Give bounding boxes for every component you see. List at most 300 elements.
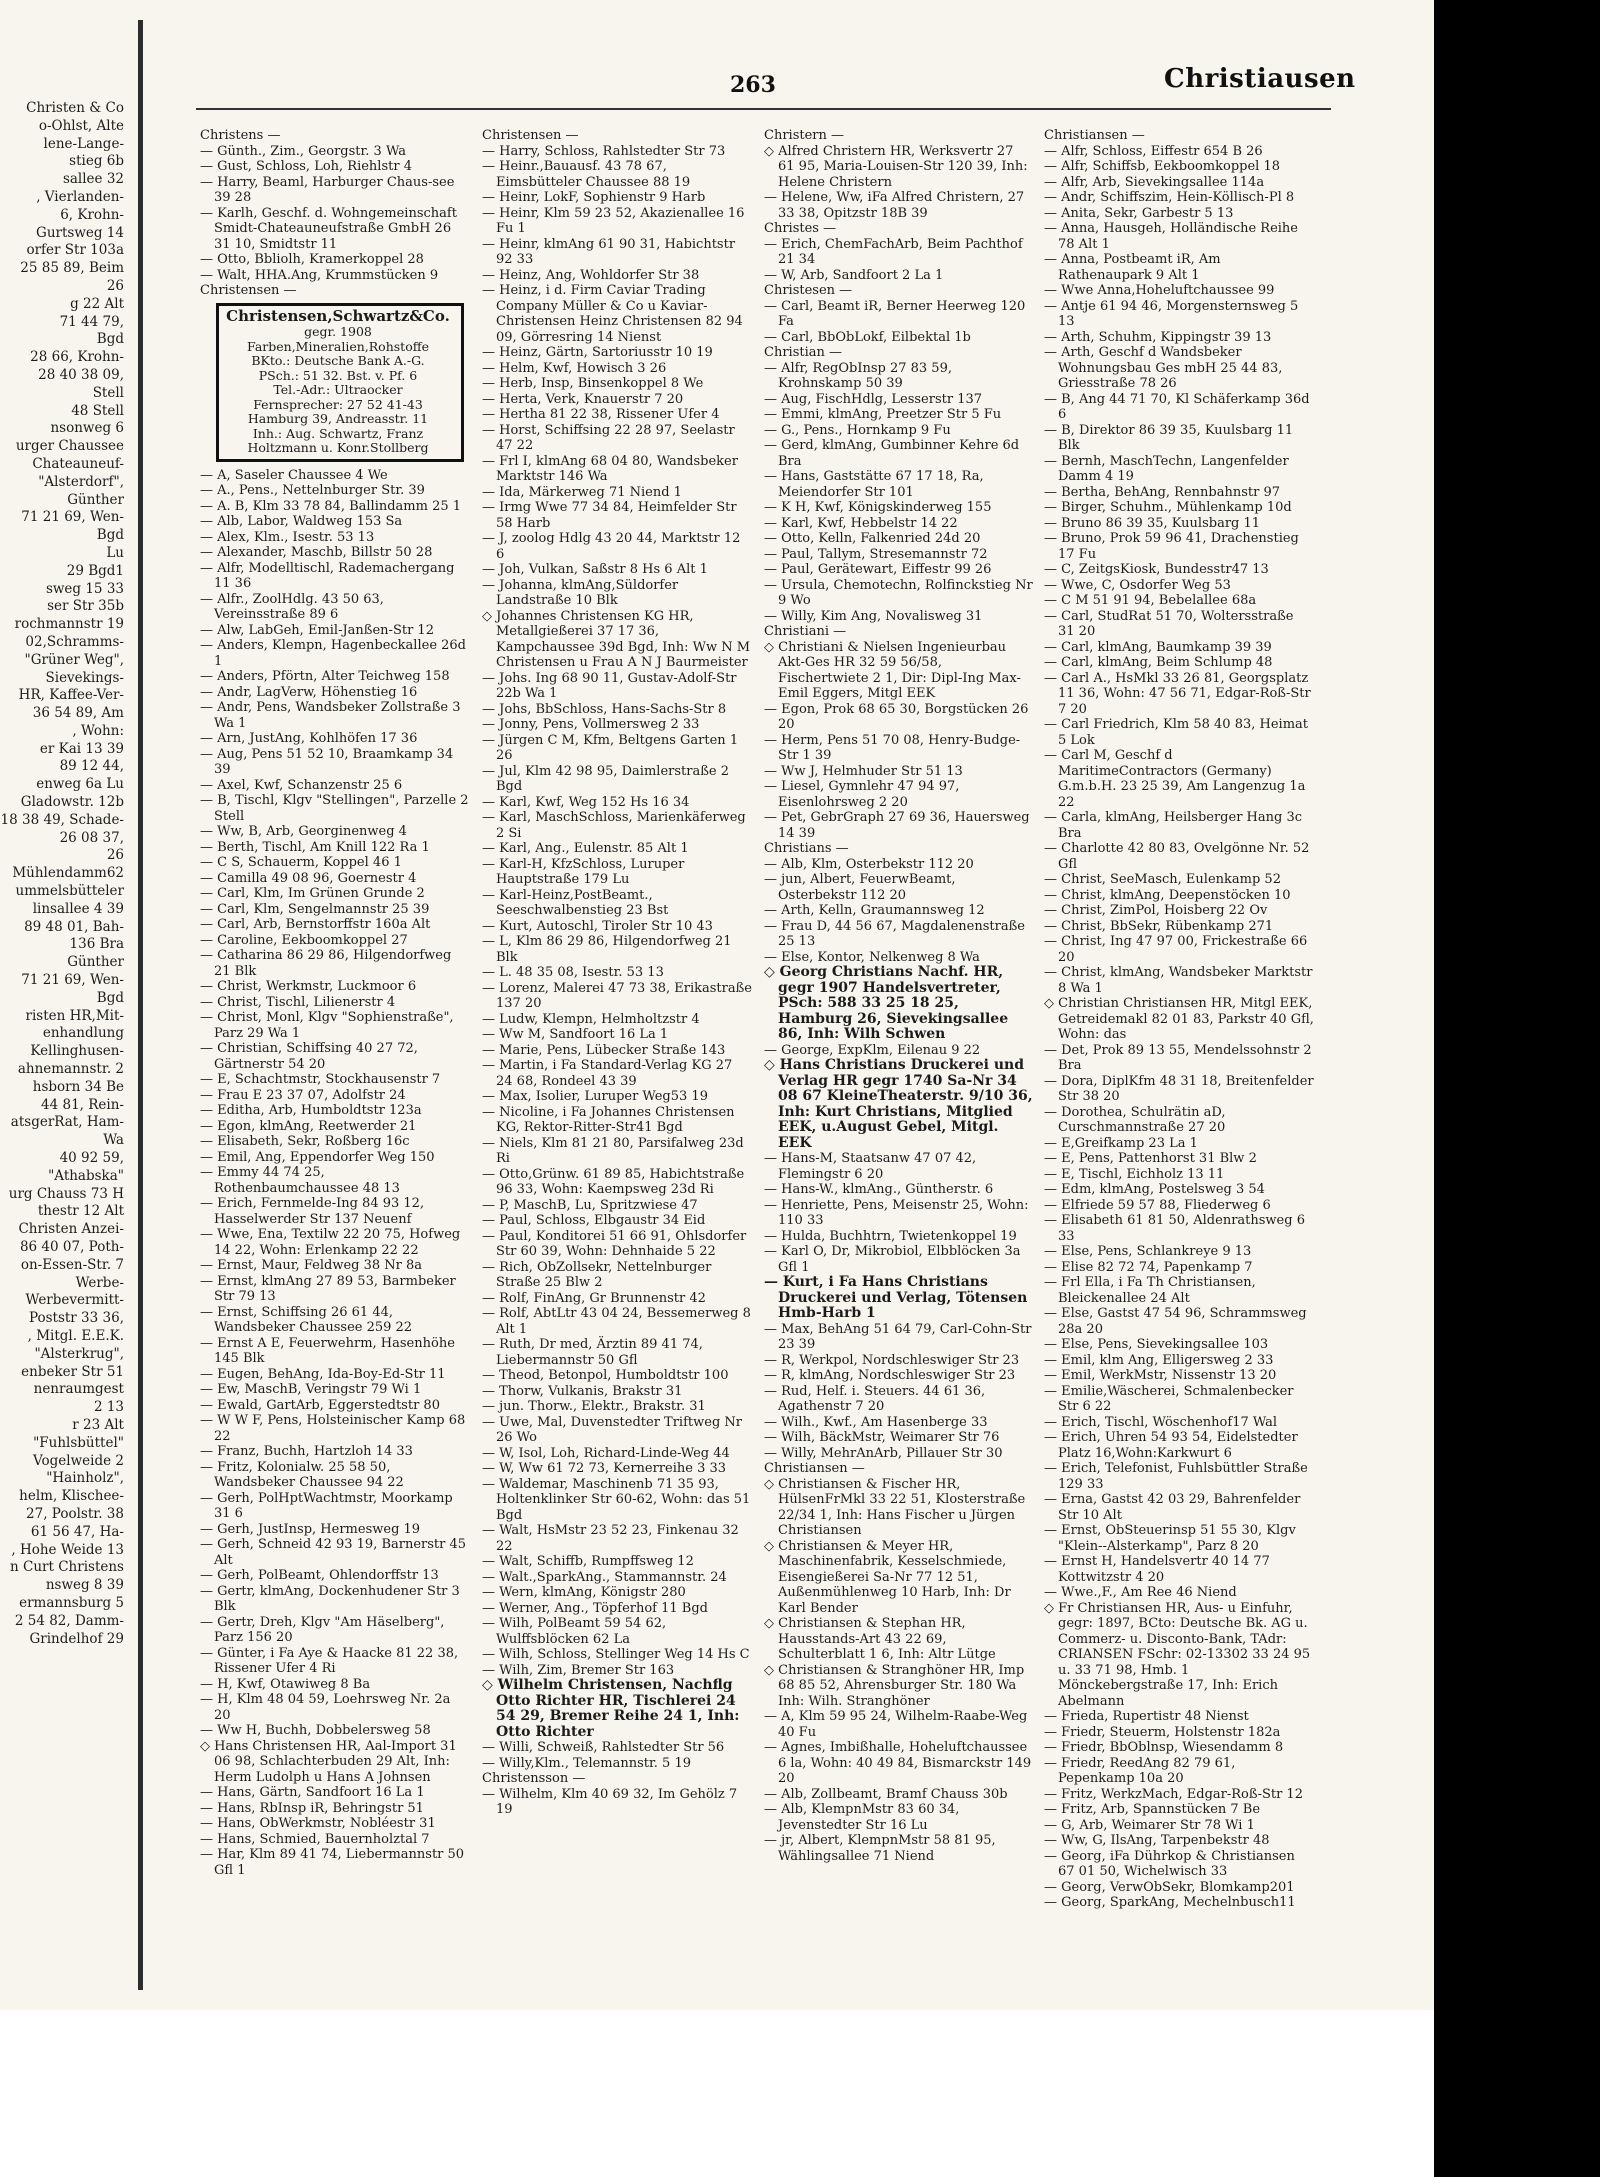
directory-entry: — A., Pens., Nettelnburger Str. 39 [200, 483, 425, 498]
directory-entry: — Gerd, klmAng, Gumbinner Kehre 6d Bra [764, 438, 1020, 469]
directory-entry: — W, Ww 61 72 73, Kernerreihe 3 33 [482, 1461, 727, 1476]
gutter-fragment: Wa [103, 1132, 124, 1149]
gutter-fragment: helm, Klischee- [19, 1488, 124, 1505]
directory-entry: — Else, Pens, Sievekingsallee 103 [1044, 1337, 1269, 1352]
directory-entry: — Anna, Postbeamt iR, Am Rathenaupark 9 Alt 1 [1044, 252, 1221, 283]
gutter-fragment: hsborn 34 Be [32, 1078, 124, 1095]
directory-entry: — Harry, Beaml, Harburger Chaus-see 39 28 [200, 174, 455, 205]
directory-entry: — Carl, Beamt iR, Berner Heerweg 120 Fa [764, 298, 1026, 329]
directory-entry: — Rud, Helf. i. Steuers. 44 61 36, Agathenstr 7 20 [764, 1383, 986, 1414]
directory-entry: — Erich, Fernmelde-Ing 84 93 12, Hasselwerder Str 137 Neuenf [200, 1196, 425, 1227]
gutter-fragment: g 22 Alt [70, 295, 124, 312]
directory-entry: — Johs, BbSchloss, Hans-Sachs-Str 8 [482, 701, 727, 717]
directory-entry: — Eugen, BehAng, Ida-Boy-Ed-Str 11 [200, 1366, 446, 1382]
directory-entry: — P, MaschB, Lu, Spritzwiese 47 [482, 1197, 698, 1213]
directory-entry: — Carl M, Geschf d MaritimeContractors (Germany) G.m.b.H. 23 25 39, Am Langenzug 1a 22 [1044, 748, 1306, 810]
directory-entry: — Helm, Kwf, Howisch 3 26 [482, 360, 667, 376]
directory-column-4 [1044, 128, 1314, 1958]
directory-entry: — Friedr, Steuerm, Holstenstr 182a [1044, 1724, 1281, 1740]
directory-entry: — Anders, Pförtn, Alter Teichweg 158 [200, 669, 450, 684]
directory-entry: — Franz, Buchh, Hartzloh 14 33 [200, 1444, 413, 1459]
directory-entry: — Jonny, Pens, Vollmersweg 2 33 [482, 717, 700, 732]
directory-entry: — Emil, Ang, Eppendorfer Weg 150 [200, 1149, 435, 1165]
directory-entry: — Willi, Schweiß, Rahlstedter Str 56 [482, 1740, 725, 1755]
directory-entry: — Emil, WerkMstr, Nissenstr 13 20 [1044, 1368, 1277, 1383]
directory-entry: — Christ, Monl, Klgv "Sophienstraße", Parz 29 Wa 1 [200, 1010, 454, 1041]
directory-entry: — Berth, Tischl, Am Knill 122 Ra 1 [200, 839, 430, 855]
directory-entry: — Harry, Schloss, Rahlstedter Str 73 [482, 143, 726, 159]
directory-entry: — Herta, Verk, Knauerstr 7 20 [482, 391, 684, 407]
advertisement-box [216, 303, 464, 462]
firm-entry: ◇ Christiansen & Meyer HR, Maschinenfabrik, Kesselschmiede, Eisengießerei Sa-Nr 77 12 51, Außenmühlenweg 10 Harb, Inh: Dr Karl Bender [764, 1538, 1011, 1616]
gutter-fragment: , Hohe Weide 13 [11, 1541, 124, 1558]
directory-entry: — Herm, Pens 51 70 08, Henry-Budge-Str 1 39 [764, 732, 1021, 763]
directory-entry: — Herb, Insp, Binsenkoppel 8 We [482, 376, 704, 391]
firm-entry: ◇ Christian Christiansen HR, Mitgl EEK, Getreidemakl 82 01 83, Parkstr 40 Gfl, Wohn: das [1044, 996, 1314, 1042]
directory-entry: — Hertha 81 22 38, Rissener Ufer 4 [482, 407, 720, 422]
gutter-fragment: "Fuhlsbüttel" [33, 1434, 124, 1451]
directory-entry: — Karl, Ang., Eulenstr. 85 Alt 1 [482, 841, 689, 856]
directory-entry: — Camilla 49 08 96, Goernestr 4 [200, 870, 417, 886]
directory-entry: — Wwe Anna,Hoheluftchaussee 99 [1044, 283, 1275, 298]
directory-entry: — Agnes, Imbißhalle, Hoheluftchaussee 6 la, Wohn: 40 49 84, Bismarckstr 149 20 [764, 1740, 1032, 1786]
directory-entry: — Elise 82 72 74, Papenkamp 7 [1044, 1259, 1253, 1275]
gutter-fragment: Christen Anzei- [18, 1221, 124, 1238]
directory-entry: — Alw, LabGeh, Emil-Janßen-Str 12 [200, 622, 434, 638]
gutter-fragment: n Curt Christens [10, 1559, 124, 1576]
directory-entry: — Carl, Klm, Sengelmannstr 25 39 [200, 901, 430, 917]
directory-entry: — Horst, Schiffsing 22 28 97, Seelastr 47 22 [482, 422, 735, 453]
gutter-fragment: enweg 6a Lu [36, 776, 124, 793]
gutter-fragment: 71 21 69, Wen- [21, 972, 124, 989]
directory-entry: — Joh, Vulkan, Saßstr 8 Hs 6 Alt 1 [482, 562, 708, 577]
directory-entry: — Elisabeth 61 81 50, Aldenrathsweg 6 33 [1044, 1213, 1305, 1244]
directory-entry: — jun, Albert, FeuerwBeamt, Osterbekstr 112 20 [764, 872, 956, 903]
gutter-fragment: Sievekings- [45, 669, 124, 686]
directory-entry: — Frl I, klmAng 68 04 80, Wandsbeker Marktstr 146 Wa [482, 453, 738, 484]
directory-entry: — Ernst, Schiffsing 26 61 44, Wandsbeker Chaussee 259 22 [200, 1304, 413, 1335]
directory-entry: — Günter, i Fa Aye & Haacke 81 22 38, Rissener Ufer 4 Ri [200, 1645, 459, 1676]
firm-entry: ◇ Alfred Christern HR, Werksvertr 27 61 95, Maria-Louisen-Str 120 39, Inh: Helene Christern [764, 143, 1028, 190]
gutter-fragment: 26 [106, 847, 124, 864]
directory-entry: — B, Tischl, Klgv "Stellingen", Parzelle 2 Stell [200, 793, 469, 824]
ad-line: gegr. 1908 [304, 324, 372, 339]
directory-entry: — Willy, Kim Ang, Novalisweg 31 [764, 608, 983, 624]
gutter-fragment: ermannsburg 5 [19, 1594, 124, 1611]
surname-heading: Christians — [764, 841, 849, 856]
page-number: 263 [730, 72, 776, 98]
surname-heading: Christensson — [482, 1771, 586, 1786]
directory-entry: — Frieda, Rupertistr 48 Nienst [1044, 1709, 1249, 1724]
directory-entry: — Rolf, FinAng, Gr Brunnenstr 42 [482, 1290, 706, 1306]
directory-entry: — Werner, Ang., Töpferhof 11 Bgd [482, 1600, 708, 1616]
gutter-fragment: 136 Bra [69, 936, 124, 953]
directory-entry: — Paul, Konditorei 51 66 91, Ohlsdorfer Str 60 39, Wohn: Dehnhaide 5 22 [482, 1228, 747, 1259]
directory-entry: — Hans, Schmied, Bauernholztal 7 [200, 1831, 430, 1847]
gutter-fragment: r 23 Alt [72, 1416, 124, 1433]
directory-column-3 [764, 128, 1034, 1958]
directory-entry: — Andr, Pens, Wandsbeker Zollstraße 3 Wa 1 [200, 700, 461, 731]
directory-entry: — Hans, Gaststätte 67 17 18, Ra, Meiendorfer Str 101 [764, 469, 984, 500]
directory-entry: — Heinr.,Bauausf. 43 78 67, Eimsbütteler Chaussee 88 19 [482, 159, 691, 190]
directory-entry: — A. B, Klm 33 78 84, Ballindamm 25 1 [200, 498, 462, 514]
gutter-fragment: "Athabska" [48, 1167, 124, 1184]
directory-entry: — H, Klm 48 04 59, Loehrsweg Nr. 2a 20 [200, 1692, 451, 1723]
directory-entry: — Erna, Gastst 42 03 29, Bahrenfelder Str 10 Alt [1044, 1492, 1301, 1523]
gutter-fragment: Werbe- [75, 1274, 124, 1291]
directory-entry: — Elisabeth, Sekr, Roßberg 16c [200, 1134, 410, 1149]
directory-entry: — Det, Prok 89 13 55, Mendelssohnstr 2 Bra [1044, 1042, 1312, 1073]
surname-heading: Christiansen — [1044, 128, 1145, 143]
gutter-fragment: Bgd [96, 527, 124, 544]
directory-entry: — Wilhelm, Klm 40 69 32, Im Gehölz 7 19 [482, 1786, 738, 1817]
gutter-fragment: atsgerRat, Ham- [10, 1114, 124, 1131]
directory-entry: — Carl, Arb, Bernstorffstr 160a Alt [200, 917, 431, 932]
directory-entry: — Gust, Schloss, Loh, Riehlstr 4 [200, 159, 412, 174]
gutter-fragment: 29 Bgd1 [66, 562, 124, 579]
directory-entry: — Marie, Pens, Lübecker Straße 143 [482, 1042, 726, 1058]
firm-entry: ◇ Fr Christiansen HR, Aus- u Einfuhr, gegr: 1897, BCto: Deutsche Bk. AG u. Commerz- u. Disconto-Bank, TAdr: CRIANSEN FSchr: 02-13302 33 24 95 u. 33 71 98, Hmb. 1 Mönckebergstraße 17, Inh: Erich Abelmann [1044, 1600, 1311, 1709]
directory-entry: — Alexander, Maschb, Billstr 50 28 [200, 545, 433, 560]
directory-entry: — Ww J, Helmhuder Str 51 13 [764, 763, 963, 779]
surname-heading: Christes — [764, 221, 837, 236]
gutter-fragment: 2 13 [93, 1399, 124, 1416]
directory-entry: — Charlotte 42 80 83, Ovelgönne Nr. 52 Gfl [1044, 841, 1310, 872]
directory-entry: — Alfr, Modelltischl, Rademachergang 11 36 [200, 560, 455, 591]
directory-entry: — Arth, Kelln, Graumannsweg 12 [764, 903, 985, 918]
directory-entry: — Georg, iFa Dührkop & Christiansen 67 01 50, Wichelwisch 33 [1044, 1848, 1295, 1879]
directory-entry: — Walt, Schiffb, Rumpffsweg 12 [482, 1554, 694, 1569]
directory-entry: — Paul, Schloss, Elbgaustr 34 Eid [482, 1213, 706, 1228]
gutter-fragment: 71 44 79, [59, 313, 124, 330]
directory-entry: — Rolf, AbtLtr 43 04 24, Bessemerweg 8 Alt 1 [482, 1306, 751, 1337]
directory-entry: — Wern, klmAng, Königstr 280 [482, 1585, 686, 1600]
directory-entry: — Erich, Telefonist, Fuhlsbüttler Straße 129 33 [1044, 1461, 1308, 1492]
directory-entry: — Wilh, Schloss, Stellinger Weg 14 Hs C [482, 1647, 750, 1662]
directory-entry: — A, Klm 59 95 24, Wilhelm-Raabe-Weg 40 Fu [764, 1709, 1028, 1740]
directory-entry: — B, Direktor 86 39 35, Kuulsbarg 11 Blk [1044, 422, 1294, 453]
directory-entry: — Uwe, Mal, Duvenstedter Triftweg Nr 26 Wo [482, 1414, 742, 1445]
header-rule [196, 108, 1331, 110]
directory-entry: — Fritz, WerkzMach, Edgar-Roß-Str 12 [1044, 1786, 1303, 1802]
firm-entry: ◇ Christiani & Nielsen Ingenieurbau Akt-Ges HR 32 59 56/58, Fischertwiete 2 1, Dir: Dipl-Ing Max-Emil Eggers, Mitgl EEK [764, 639, 1021, 701]
gutter-fragment: , Vierlanden- [36, 188, 124, 205]
directory-entry: — W W F, Pens, Holsteinischer Kamp 68 22 [200, 1413, 466, 1444]
gutter-fragment: 26 [106, 277, 124, 294]
gutter-fragment: 26 08 37, [59, 829, 124, 846]
gutter-fragment: "Grüner Weg", [24, 651, 124, 668]
directory-entry: — Ernst, ObSteuerinsp 51 55 30, Klgv "Klein--Alsterkamp", Parz 8 20 [1044, 1523, 1296, 1554]
ad-title: Christensen,Schwartz&Co. [226, 306, 450, 325]
directory-entry: — Dorothea, Schulrätin aD, Curschmannstraße 27 20 [1044, 1104, 1226, 1135]
directory-entry: — B, Ang 44 71 70, Kl Schäferkamp 36d 6 [1044, 391, 1310, 422]
directory-entry: — Ernst A E, Feuerwehrm, Hasenhöhe 145 Blk [200, 1335, 455, 1366]
directory-entry: — Har, Klm 89 41 74, Liebermannstr 50 Gfl 1 [200, 1847, 465, 1878]
directory-entry: — Friedr, BbOblnsp, Wiesendamm 8 [1044, 1740, 1284, 1755]
gutter-fragment: ummelsbütteler [15, 883, 124, 900]
gutter-fragment: urger Chaussee [15, 438, 124, 455]
directory-entry: — L, Klm 86 29 86, Hilgendorfweg 21 Blk [482, 934, 732, 965]
directory-entry: — Max, Isolier, Luruper Weg53 19 [482, 1089, 708, 1104]
directory-entry: — C, ZeitgsKiosk, Bundesstr47 13 [1044, 562, 1269, 577]
gutter-fragment: urg Chauss 73 H [8, 1185, 124, 1202]
directory-entry: — jun. Thorw., Elektr., Brakstr. 31 [482, 1399, 706, 1414]
gutter-fragment: stieg 6b [69, 153, 124, 170]
directory-entry: — Erich, Tischl, Wöschenhof17 Wal [1044, 1414, 1278, 1430]
directory-entry: — Bruno 86 39 35, Kuulsbarg 11 [1044, 515, 1261, 531]
directory-entry: — Carl, StudRat 51 70, Woltersstraße 31 20 [1044, 608, 1294, 639]
gutter-fragment: enbeker Str 51 [21, 1363, 124, 1380]
directory-entry: — C S, Schauerm, Koppel 46 1 [200, 855, 402, 870]
directory-entry: — Gertr, Dreh, Klgv "Am Häselberg", Parz 156 20 [200, 1614, 445, 1645]
directory-entry: — Wilh, BäckMstr, Weimarer Str 76 [764, 1430, 1000, 1445]
directory-entry: — Alfr, Schiffsb, Eekboomkoppel 18 [1044, 159, 1280, 174]
scan-border [1434, 0, 1600, 2177]
directory-entry: — Christ, klmAng, Wandsbeker Marktstr 8 Wa 1 [1044, 965, 1313, 996]
directory-entry: — Gerh, JustInsp, Hermesweg 19 [200, 1521, 421, 1537]
directory-entry: — Emmi, klmAng, Preetzer Str 5 Fu [764, 407, 1002, 422]
surname-heading: Christian — [764, 345, 842, 360]
gutter-fragment: Stell [92, 384, 124, 401]
gutter-fragment: 89 48 01, Bah- [24, 918, 124, 935]
ad-line: Tel.-Adr.: Ultraocker [273, 382, 403, 397]
directory-entry: — Ernst, Maur, Feldweg 38 Nr 8a [200, 1258, 423, 1273]
directory-entry: — Aug, FischHdlg, Lesserstr 137 [764, 391, 983, 407]
directory-entry: — Willy, MehrAnArb, Pillauer Str 30 [764, 1445, 1003, 1461]
directory-entry: — Willy,Klm., Telemannstr. 5 19 [482, 1755, 692, 1771]
directory-entry: — Jul, Klm 42 98 95, Daimlerstraße 2 Bgd [482, 763, 729, 794]
directory-entry: — Otto, Bbliolh, Kramerkoppel 28 [200, 252, 424, 267]
gutter-fragment: 44 81, Rein- [41, 1096, 124, 1113]
directory-entry: — Heinr, klmAng 61 90 31, Habichtstr 92 33 [482, 236, 736, 267]
directory-entry: — Ernst H, Handelsvertr 40 14 77 Kottwitzstr 4 20 [1044, 1554, 1270, 1585]
directory-entry: — Andr, LagVerw, Höhenstieg 16 [200, 684, 418, 700]
directory-entry: — Erich, Uhren 54 93 54, Eidelstedter Platz 16,Wohn:Karkwurt 6 [1044, 1430, 1298, 1461]
gutter-fragment: "Hainholz", [46, 1470, 124, 1487]
ad-line: Farben,Mineralien,Rohstoffe [247, 338, 429, 354]
binding-gutter [138, 20, 143, 1990]
directory-entry: — Frl Ella, i Fa Th Christiansen, Bleickenallee 24 Alt [1044, 1275, 1256, 1306]
gutter-fragment: Günther [67, 491, 124, 508]
gutter-fragment: 36 54 89, Am [32, 705, 124, 722]
directory-entry: — Otto,Grünw. 61 89 85, Habichtstraße 96 33, Wohn: Kaempsweg 23d Ri [482, 1166, 745, 1197]
gutter-fragment: nsweg 8 39 [45, 1577, 124, 1594]
gutter-fragment: 48 Stell [71, 402, 124, 419]
directory-entry: — Christ, klmAng, Deepenstöcken 10 [1044, 887, 1291, 903]
directory-entry: — Fritz, Kolonialw. 25 58 50, Wandsbeker Chaussee 94 22 [200, 1459, 404, 1490]
directory-entry: — George, ExpKlm, Eilenau 9 22 [764, 1042, 981, 1058]
directory-entry: — Axel, Kwf, Schanzenstr 25 6 [200, 777, 403, 793]
directory-entry: — Carla, klmAng, Heilsberger Hang 3c Bra [1044, 810, 1303, 841]
directory-entry: — Birger, Schuhm., Mühlenkamp 10d [1044, 500, 1292, 515]
gutter-fragment: Vogelweide 2 [33, 1452, 124, 1469]
directory-entry: — Hans-W., klmAng., Güntherstr. 6 [764, 1182, 994, 1197]
firm-entry: ◇ Georg Christians Nachf. HR, gegr 1907 Handelsvertreter, PSch: 588 33 25 18 25, Hamburg 26, Sievekingsallee 86, Inh: Wilh Schwen [764, 964, 1009, 1042]
directory-entry: — G., Pens., Hornkamp 9 Fu [764, 422, 951, 438]
directory-entry: — Alfr, Schloss, Eiffestr 654 B 26 [1044, 143, 1263, 159]
gutter-fragment: HR, Kaffee-Ver- [18, 687, 124, 704]
directory-entry: — Walt, HsMstr 23 52 23, Finkenau 32 22 [482, 1523, 739, 1554]
directory-entry: — Gerh, Schneid 42 93 19, Barnerstr 45 Alt [200, 1537, 467, 1568]
surname-heading: Christesen — [764, 283, 853, 298]
directory-entry: — L. 48 35 08, Isestr. 53 13 [482, 965, 664, 980]
directory-entry: — Egon, klmAng, Reetwerder 21 [200, 1118, 417, 1134]
directory-entry: — Catharina 86 29 86, Hilgendorfweg 21 Blk [200, 948, 452, 979]
directory-entry: — Bruno, Prok 59 96 41, Drachenstieg 17 Fu [1044, 531, 1299, 562]
gutter-fragment: 28 66, Krohn- [30, 349, 124, 366]
directory-entry: — E,Greifkamp 23 La 1 [1044, 1135, 1198, 1151]
directory-entry: — Gerh, PolBeamt, Ohlendorffstr 13 [200, 1568, 439, 1583]
directory-entry: — Emilie,Wäscherei, Schmalenbecker Str 6 22 [1044, 1383, 1294, 1414]
directory-entry: — Ida, Märkerweg 71 Niend 1 [482, 484, 682, 500]
gutter-fragment: Grindelhof 29 [29, 1630, 124, 1647]
gutter-fragment: 25 85 89, Beim [20, 260, 124, 277]
firm-entry: ◇ Christiansen & Fischer HR, HülsenFrMkl 33 22 51, Klosterstraße 22/34 1, Inh: Hans Fischer u Jürgen Christiansen [764, 1476, 1026, 1538]
firm-entry: ◇ Johannes Christensen KG HR, Metallgießerei 37 17 36, Kampchaussee 39d Bgd, Inh: Ww N M Christensen u Frau A N J Baurmeister [482, 608, 751, 670]
directory-entry: — Ursula, Chemotechn, Rolfinckstieg Nr 9 Wo [764, 577, 1033, 608]
directory-entry: — Niels, Klm 81 21 80, Parsifalweg 23d Ri [482, 1135, 744, 1166]
gutter-fragment: , Wohn: [72, 722, 124, 739]
gutter-fragment: o-Ohlst, Alte [38, 117, 124, 134]
directory-entry: — Jürgen C M, Kfm, Beltgens Garten 1 26 [482, 732, 739, 763]
directory-entry: — Karl-Heinz,PostBeamt., Seeschwalbenstieg 23 Bst [482, 887, 669, 918]
firm-entry: ◇ Hans Christians Druckerei und Verlag HR gegr 1740 Sa-Nr 34 08 67 KleineTheaterstr. 9/10 36, Inh: Kurt Christians, Mitglied EEK, u.August Gebel, Mitgl. EEK [764, 1057, 1033, 1151]
directory-entry: — Rich, ObZollsekr, Nettelnburger Straße 25 Blw 2 [482, 1259, 712, 1290]
gutter-fragment: orfer Str 103a [26, 242, 124, 259]
gutter-fragment: "Alsterkrug", [34, 1345, 124, 1362]
gutter-fragment: 02,Schramms- [25, 633, 124, 650]
ad-line: Fernsprecher: 27 52 41-43 [253, 396, 423, 412]
gutter-fragment: rochmannstr 19 [14, 616, 124, 633]
directory-entry: — K H, Kwf, Königskinderweg 155 [764, 500, 992, 515]
directory-entry: — Anders, Klempn, Hagenbeckallee 26d 1 [200, 638, 467, 669]
firm-entry: ◇ Wilhelm Christensen, Nachflg Otto Richter HR, Tischlerei 24 54 29, Bremer Reihe 24 1, Inh: Otto Richter [482, 1677, 740, 1740]
directory-entry: — A, Saseler Chaussee 4 We [200, 467, 388, 483]
directory-entry: — Alb, Klm, Osterbekstr 112 20 [764, 856, 974, 872]
gutter-fragment: on-Essen-Str. 7 [20, 1256, 124, 1273]
directory-entry: — Wwe, Ena, Textilw 22 20 75, Hofweg 14 22, Wohn: Erlenkamp 22 22 [200, 1227, 461, 1258]
gutter-fragment: ser Str 35b [47, 598, 124, 615]
directory-entry: — Paul, Gerätewart, Eiffestr 99 26 [764, 562, 992, 577]
directory-entry: — Andr, Schiffszim, Hein-Köllisch-Pl 8 [1044, 190, 1295, 205]
directory-entry: — Carl, klmAng, Beim Schlump 48 [1044, 655, 1273, 670]
directory-entry: — Heinz, i d. Firm Caviar Trading Company Müller & Co u Kaviar-Christensen Heinz Christensen 82 94 09, Görresring 14 Nienst [482, 283, 743, 345]
directory-entry: — Anna, Hausgeh, Holländische Reihe 78 Alt 1 [1044, 221, 1299, 252]
directory-entry: — E, Tischl, Eichholz 13 11 [1044, 1166, 1225, 1182]
gutter-fragment: 86 40 07, Poth- [19, 1239, 124, 1255]
gutter-fragment: 61 56 47, Ha- [30, 1523, 124, 1540]
directory-entry: — Edm, klmAng, Postelsweg 3 54 [1044, 1182, 1265, 1197]
gutter-fragment: er Kai 13 39 [39, 740, 124, 757]
directory-entry: — Alb, KlempnMstr 83 60 34, Jevenstedter Str 16 Lu [764, 1802, 960, 1833]
directory-entry: — Hulda, Buchhtrn, Twietenkoppel 19 [764, 1228, 1017, 1244]
directory-entry: — Erich, ChemFachArb, Beim Pachthof 21 34 [764, 236, 1023, 267]
gutter-fragment: sallee 32 [62, 171, 124, 188]
surname-heading: Christensen — [482, 128, 579, 143]
gutter-fragment: Bgd [96, 989, 124, 1006]
ad-line: Holtzmann u. Konr.Stollberg [247, 440, 429, 455]
ad-line: Inh.: Aug. Schwartz, Franz [252, 425, 424, 441]
gutter-fragment: risten HR,Mit- [25, 1007, 124, 1024]
directory-entry: — Arth, Geschf d Wandsbeker Wohnungsbau Ges mbH 25 44 83, Griesstraße 78 26 [1044, 345, 1283, 391]
directory-entry: — E, Schachtmstr, Stockhausenstr 7 [200, 1072, 441, 1087]
directory-entry: — Walt, HHA.Ang, Krummstücken 9 [200, 267, 439, 283]
gutter-fragment: 27, Poolstr. 38 [26, 1505, 124, 1522]
directory-entry: — H, Kwf, Otawiweg 8 Ba [200, 1676, 371, 1692]
directory-entry: — Hans-M, Staatsanw 47 07 42, Flemingstr 6 20 [764, 1151, 977, 1182]
gutter-fragment: 6, Krohn- [60, 206, 124, 223]
directory-entry: — Antje 61 94 46, Morgensternsweg 5 13 [1044, 298, 1299, 329]
gutter-fragment: Günther [67, 954, 124, 971]
gutter-fragment: Chateauneuf- [32, 455, 124, 472]
gutter-fragment: "Alsterdorf", [38, 473, 124, 490]
directory-entry: — Emil, klm Ang, Elligersweg 2 33 [1044, 1352, 1274, 1368]
directory-entry: — Gertr, klmAng, Dockenhudener Str 3 Blk [200, 1583, 460, 1614]
directory-entry: — Alex, Klm., Isestr. 53 13 [200, 529, 375, 545]
directory-entry: — Dora, DiplKfm 48 31 18, Breitenfelder Str 38 20 [1044, 1073, 1314, 1104]
directory-entry: — Heinz, Gärtn, Sartoriusstr 10 19 [482, 345, 713, 360]
directory-entry: — Bernh, MaschTechn, Langenfelder Damm 4 19 [1044, 453, 1289, 484]
gutter-fragment: 2 54 82, Damm- [14, 1612, 124, 1629]
gutter-fragment: Bgd [96, 331, 124, 348]
previous-page-edge [0, 100, 128, 1920]
directory-entry: — Wilh, PolBeamt 59 54 62, Wulffsblöcken 62 La [482, 1616, 667, 1647]
surname-heading: Christens — [200, 128, 281, 143]
directory-entry: — Kurt, Autoschl, Tiroler Str 10 43 [482, 918, 713, 934]
gutter-fragment: enhandlung [42, 1025, 124, 1042]
directory-entry: — Carl, klmAng, Baumkamp 39 39 [1044, 639, 1272, 655]
directory-entry: — Helene, Ww, iFa Alfred Christern, 27 33 38, Opitzstr 18B 39 [764, 190, 1025, 221]
surname-heading: Christiani — [764, 624, 847, 639]
gutter-fragment: Werbevermitt- [25, 1292, 124, 1309]
ad-line: BKto.: Deutsche Bank A.-G. [251, 353, 425, 368]
directory-entry: — Gerh, PolHptWachtmstr, Moorkamp 31 6 [200, 1490, 453, 1521]
directory-entry: — Alfr, Arb, Sievekingsallee 114a [1044, 174, 1265, 190]
directory-entry: — Heinr, Klm 59 23 52, Akazienallee 16 Fu 1 [482, 205, 745, 236]
directory-entry: — Christ, Ing 47 97 00, Frickestraße 66 20 [1044, 934, 1308, 965]
directory-entry: — Christ, Werkmstr, Luckmoor 6 [200, 979, 417, 994]
directory-entry: — Hans, RbInsp iR, Behringstr 51 [200, 1800, 424, 1816]
directory-entry: — Heinr, LokF, Sophienstr 9 Harb [482, 190, 706, 205]
directory-entry: — Paul, Tallym, Stresemannstr 72 [764, 546, 988, 562]
gutter-fragment: ahnemannstr. 2 [17, 1061, 124, 1078]
directory-entry: — Lorenz, Malerei 47 73 38, Erikastraße 137 20 [482, 980, 752, 1011]
directory-entry: — Karl O, Dr, Mikrobiol, Elbblöcken 3a Gfl 1 [764, 1244, 1021, 1275]
directory-entry: — Pet, GebrGraph 27 69 36, Hauersweg 14 39 [764, 810, 1030, 841]
surname-heading: Christern — [764, 128, 844, 143]
directory-entry: — Anita, Sekr, Garbestr 5 13 [1044, 205, 1234, 221]
directory-entry: — Wwe, C, Osdorfer Weg 53 [1044, 577, 1231, 593]
gutter-fragment: sweg 15 33 [45, 580, 124, 597]
gutter-fragment: 18 38 49, Schade- [0, 811, 124, 828]
directory-entry: — Elfriede 59 57 88, Fliederweg 6 [1044, 1197, 1271, 1213]
directory-entry: — Irmg Wwe 77 34 84, Heimfelder Str 58 Harb [482, 500, 737, 531]
directory-entry: — Emmy 44 74 25, Rothenbaumchaussee 48 13 [200, 1165, 400, 1196]
gutter-fragment: nenraumgest [33, 1381, 124, 1398]
directory-entry: — Carl Friedrich, Klm 58 40 83, Heimat 5 Lok [1044, 717, 1309, 748]
directory-entry: — Fritz, Arb, Spannstücken 7 Be [1044, 1802, 1261, 1817]
directory-entry: — Georg, SparkAng, Mechelnbusch11 [1044, 1895, 1296, 1910]
gutter-fragment: , Mitgl. E.E.K. [27, 1327, 124, 1344]
directory-entry: — Alb, Zollbeamt, Bramf Chauss 30b [764, 1786, 1008, 1802]
directory-entry: — C M 51 91 94, Bebelallee 68a [1044, 593, 1257, 608]
directory-entry: — Arn, JustAng, Kohlhöfen 17 36 [200, 731, 418, 746]
directory-entry: — Wilh., Kwf., Am Hasenberge 33 [764, 1414, 988, 1430]
directory-entry: — Ruth, Dr med, Ärztin 89 41 74, Liebermannstr 50 Gfl [482, 1337, 703, 1368]
directory-entry: — Ew, MaschB, Veringstr 79 Wi 1 [200, 1382, 422, 1397]
directory-entry: — Walt.,SparkAng., Stammannstr. 24 [482, 1569, 727, 1585]
gutter-fragment: linsallee 4 39 [32, 900, 124, 917]
